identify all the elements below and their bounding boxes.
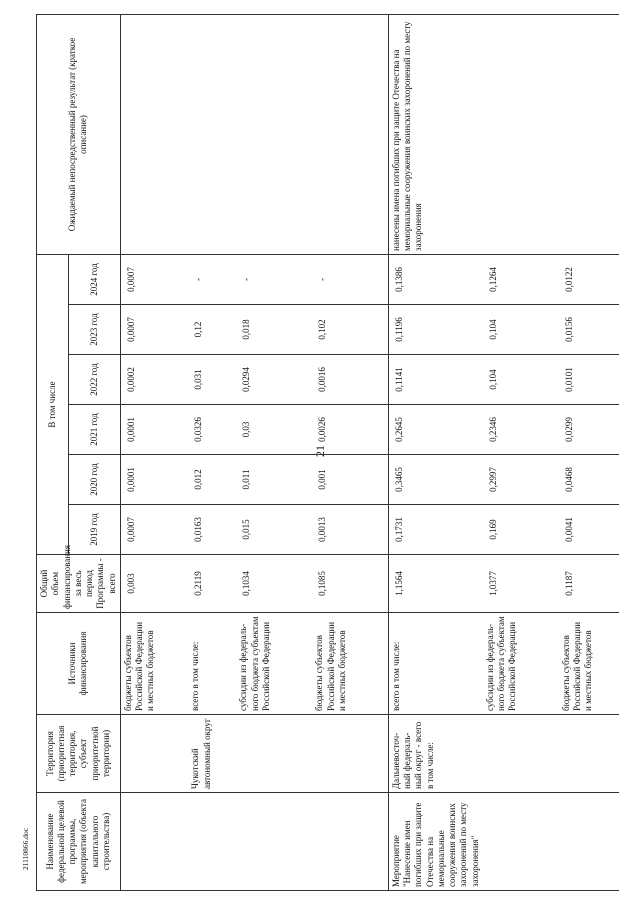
cell-2023: 0,12 bbox=[188, 305, 236, 355]
cell-territory bbox=[483, 715, 559, 793]
header-program: Наименование федеральной целевой программы, мероприятия (объекта капитального строительства) bbox=[37, 793, 121, 891]
cell-2020: 0,0468 bbox=[559, 455, 619, 505]
cell-source: всего в том числе: bbox=[388, 613, 483, 715]
table-header bbox=[37, 14, 121, 890]
cell-2020: 0,3465 bbox=[388, 455, 483, 505]
cell-territory: Дальневосточ-ный федераль-ный округ - всего в том числе: bbox=[388, 715, 483, 793]
page-number: 21 bbox=[313, 445, 327, 457]
cell-2021: 0,0026 bbox=[312, 405, 388, 455]
cell-2019: 0,169 bbox=[483, 505, 559, 555]
header-year-2021: 2021 год bbox=[69, 405, 120, 455]
table-row bbox=[188, 14, 236, 890]
table-row bbox=[559, 14, 619, 890]
cell-total: 0,1034 bbox=[236, 555, 312, 613]
cell-program bbox=[312, 793, 388, 891]
header-year-2020: 2020 год bbox=[69, 455, 120, 505]
table-row bbox=[483, 14, 559, 890]
cell-program bbox=[559, 793, 619, 891]
cell-2019: 0,015 bbox=[236, 505, 312, 555]
cell-2022: 0,0294 bbox=[236, 355, 312, 405]
cell-2024: 0,0122 bbox=[559, 254, 619, 304]
cell-result bbox=[559, 14, 619, 254]
cell-2021: 0,0001 bbox=[120, 405, 188, 455]
funding-table bbox=[36, 14, 619, 891]
cell-result bbox=[120, 14, 188, 254]
cell-2022: 0,0016 bbox=[312, 355, 388, 405]
cell-program bbox=[483, 793, 559, 891]
cell-2019: 0,0041 bbox=[559, 505, 619, 555]
cell-2023: 0,1196 bbox=[388, 305, 483, 355]
cell-2019: 0,0163 bbox=[188, 505, 236, 555]
cell-source: всего в том числе: bbox=[188, 613, 236, 715]
header-year-2022: 2022 год bbox=[69, 355, 120, 405]
cell-2019: 0,0013 bbox=[312, 505, 388, 555]
cell-territory bbox=[120, 715, 188, 793]
cell-territory bbox=[312, 715, 388, 793]
cell-territory bbox=[559, 715, 619, 793]
cell-total: 0,1085 bbox=[312, 555, 388, 613]
cell-2021: 0,0299 bbox=[559, 405, 619, 455]
cell-2022: 0,031 bbox=[188, 355, 236, 405]
cell-2021: 0,03 bbox=[236, 405, 312, 455]
cell-result bbox=[483, 14, 559, 254]
cell-result bbox=[188, 14, 236, 254]
cell-program bbox=[188, 793, 236, 891]
cell-2023: 0,018 bbox=[236, 305, 312, 355]
cell-source: бюджеты субъектов Российской Федерации и местных бюджетов bbox=[120, 613, 188, 715]
document-code: 21110866.doc bbox=[21, 827, 30, 871]
table-row bbox=[388, 14, 483, 890]
cell-total: 0,1187 bbox=[559, 555, 619, 613]
cell-result bbox=[236, 14, 312, 254]
cell-2024: - bbox=[312, 254, 388, 304]
cell-program bbox=[236, 793, 312, 891]
cell-total: 0,2119 bbox=[188, 555, 236, 613]
cell-2022: 0,0002 bbox=[120, 355, 188, 405]
cell-2021: 0,0326 bbox=[188, 405, 236, 455]
cell-2021: 0,2346 bbox=[483, 405, 559, 455]
cell-territory bbox=[236, 715, 312, 793]
cell-2022: 0,104 bbox=[483, 355, 559, 405]
cell-2023: 0,0007 bbox=[120, 305, 188, 355]
cell-2024: - bbox=[236, 254, 312, 304]
header-year-2023: 2023 год bbox=[69, 305, 120, 355]
cell-2023: 0,104 bbox=[483, 305, 559, 355]
cell-source: бюджеты субъектов Российской Федерации и местных бюджетов bbox=[312, 613, 388, 715]
cell-2024: 0,0007 bbox=[120, 254, 188, 304]
cell-source: субсидии из федераль-ного бюджета субъектам Российской Федерации bbox=[483, 613, 559, 715]
cell-result: нанесены имена погибших при защите Отечества на мемориальные сооружения воинских захоронений по месту захоронения bbox=[388, 14, 483, 254]
cell-2020: 0,001 bbox=[312, 455, 388, 505]
cell-2022: 0,0101 bbox=[559, 355, 619, 405]
cell-total: 1,0377 bbox=[483, 555, 559, 613]
cell-program bbox=[120, 793, 188, 891]
cell-source: субсидии из федераль-ного бюджета субъектам Российской Федерации bbox=[236, 613, 312, 715]
cell-2023: 0,0156 bbox=[559, 305, 619, 355]
funding-table-container bbox=[36, 15, 600, 891]
cell-2024: - bbox=[188, 254, 236, 304]
cell-2022: 0,1141 bbox=[388, 355, 483, 405]
header-year-2019: 2019 год bbox=[69, 505, 120, 555]
header-year-2024: 2024 год bbox=[69, 254, 120, 304]
cell-territory: Чукотский автономный округ bbox=[188, 715, 236, 793]
header-result: Ожидаемый непосредственный результат (краткое описание) bbox=[37, 14, 121, 254]
cell-2024: 0,1264 bbox=[483, 254, 559, 304]
cell-2020: 0,0001 bbox=[120, 455, 188, 505]
cell-result bbox=[312, 14, 388, 254]
cell-source: бюджеты субъектов Российской Федерации и местных бюджетов bbox=[559, 613, 619, 715]
header-total: Общий объем финансирования за весь период Программы - всего bbox=[37, 555, 121, 613]
table-row bbox=[120, 14, 188, 890]
table-row bbox=[312, 14, 388, 890]
table-body bbox=[120, 14, 619, 890]
table-row bbox=[236, 14, 312, 890]
header-sources: Источники финансирования bbox=[37, 613, 121, 715]
cell-2019: 0,0007 bbox=[120, 505, 188, 555]
cell-2020: 0,2997 bbox=[483, 455, 559, 505]
cell-total: 1,1564 bbox=[388, 555, 483, 613]
cell-total: 0,003 bbox=[120, 555, 188, 613]
cell-2020: 0,011 bbox=[236, 455, 312, 505]
header-group-including: В том числе bbox=[37, 254, 69, 554]
cell-2024: 0,1386 bbox=[388, 254, 483, 304]
cell-2020: 0,012 bbox=[188, 455, 236, 505]
cell-program: Мероприятие "Нанесение имен погибших при защите Отечества на мемориальные сооружения воинских захоронений по месту захоронения" bbox=[388, 793, 483, 891]
header-territory: Территория (приоритетная территория, субъект приоритетной территории) bbox=[37, 715, 121, 793]
cell-2019: 0,1731 bbox=[388, 505, 483, 555]
cell-2023: 0,102 bbox=[312, 305, 388, 355]
cell-2021: 0,2645 bbox=[388, 405, 483, 455]
